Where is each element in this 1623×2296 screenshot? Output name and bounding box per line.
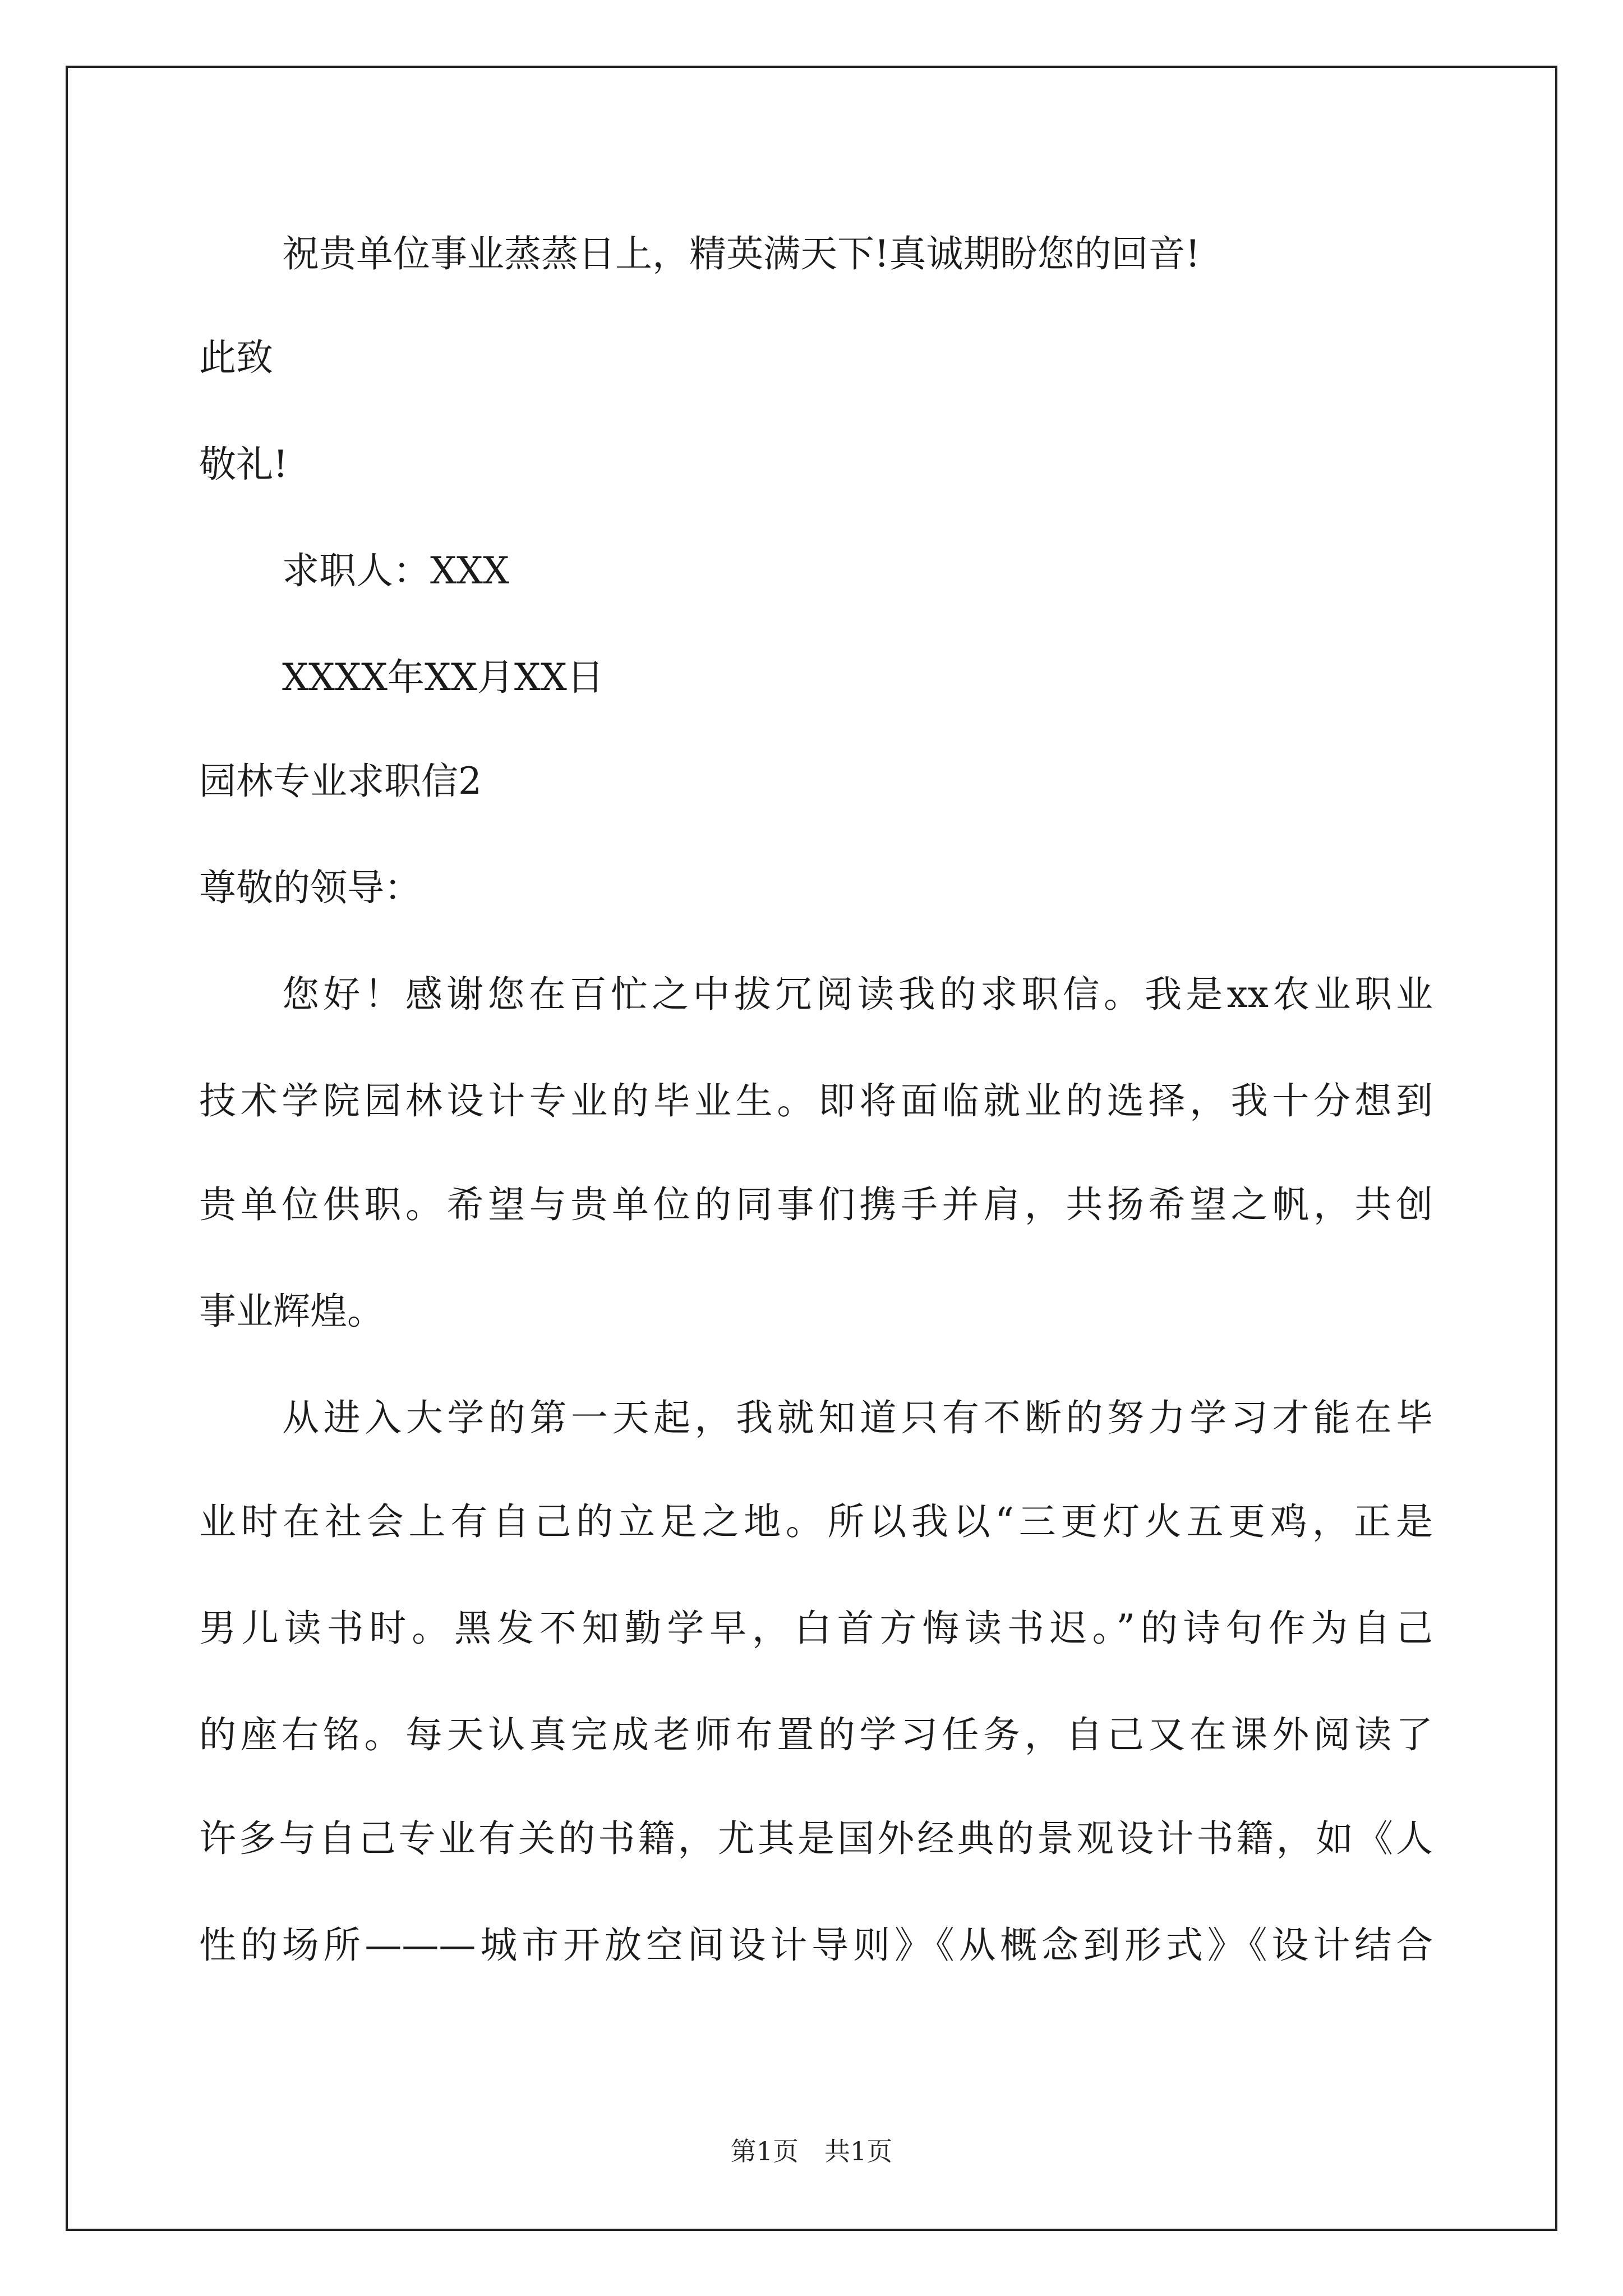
paragraph-2-line-1: 从进入大学的第一天起，我就知道只有不断的努力学习才能在毕 (282, 1396, 1433, 1439)
paragraph-1-line-2: 技术学院园林设计专业的毕业生。即将面临就业的选择，我十分想到 (199, 1079, 1433, 1122)
closing-wish-line: 祝贵单位事业蒸蒸日上，精英满天下!真诚期盼您的回音! (282, 232, 1201, 275)
greeting: 尊敬的领导： (199, 866, 421, 909)
paragraph-2-line-5: 许多与自己专业有关的书籍，尤其是国外经典的景观设计书籍，如《人 (199, 1817, 1433, 1860)
section-title: 园林专业求职信2 (199, 760, 482, 803)
page-frame (66, 66, 1557, 2231)
paragraph-2-line-2: 业时在社会上有自己的立足之地。所以我以“三更灯火五更鸡，正是 (199, 1500, 1433, 1543)
paragraph-1-line-1: 您好！感谢您在百忙之中拔冗阅读我的求职信。我是xx农业职业 (282, 973, 1433, 1016)
paragraph-1-line-4: 事业辉煌。 (199, 1290, 384, 1333)
signature-date: XXXX年XX月XX日 (282, 656, 604, 699)
page-number-footer: 第1页 共1页 (730, 2136, 893, 2166)
paragraph-2-line-6: 性的场所———城市开放空间设计导则》《从概念到形式》《设计结合 (199, 1924, 1433, 1967)
paragraph-2-line-3: 男儿读书时。黑发不知勤学早，白首方悔读书迟。”的诗句作为自己 (199, 1607, 1433, 1650)
paragraph-1-line-3: 贵单位供职。希望与贵单位的同事们携手并肩，共扬希望之帆，共创 (199, 1183, 1433, 1226)
salutation-cizhi: 此致 (199, 336, 273, 379)
paragraph-2-line-4: 的座右铭。每天认真完成老师布置的学习任务，自己又在课外阅读了 (199, 1713, 1433, 1756)
applicant-signature: 求职人：XXX (282, 549, 509, 592)
salutation-jingli: 敬礼! (199, 443, 288, 486)
